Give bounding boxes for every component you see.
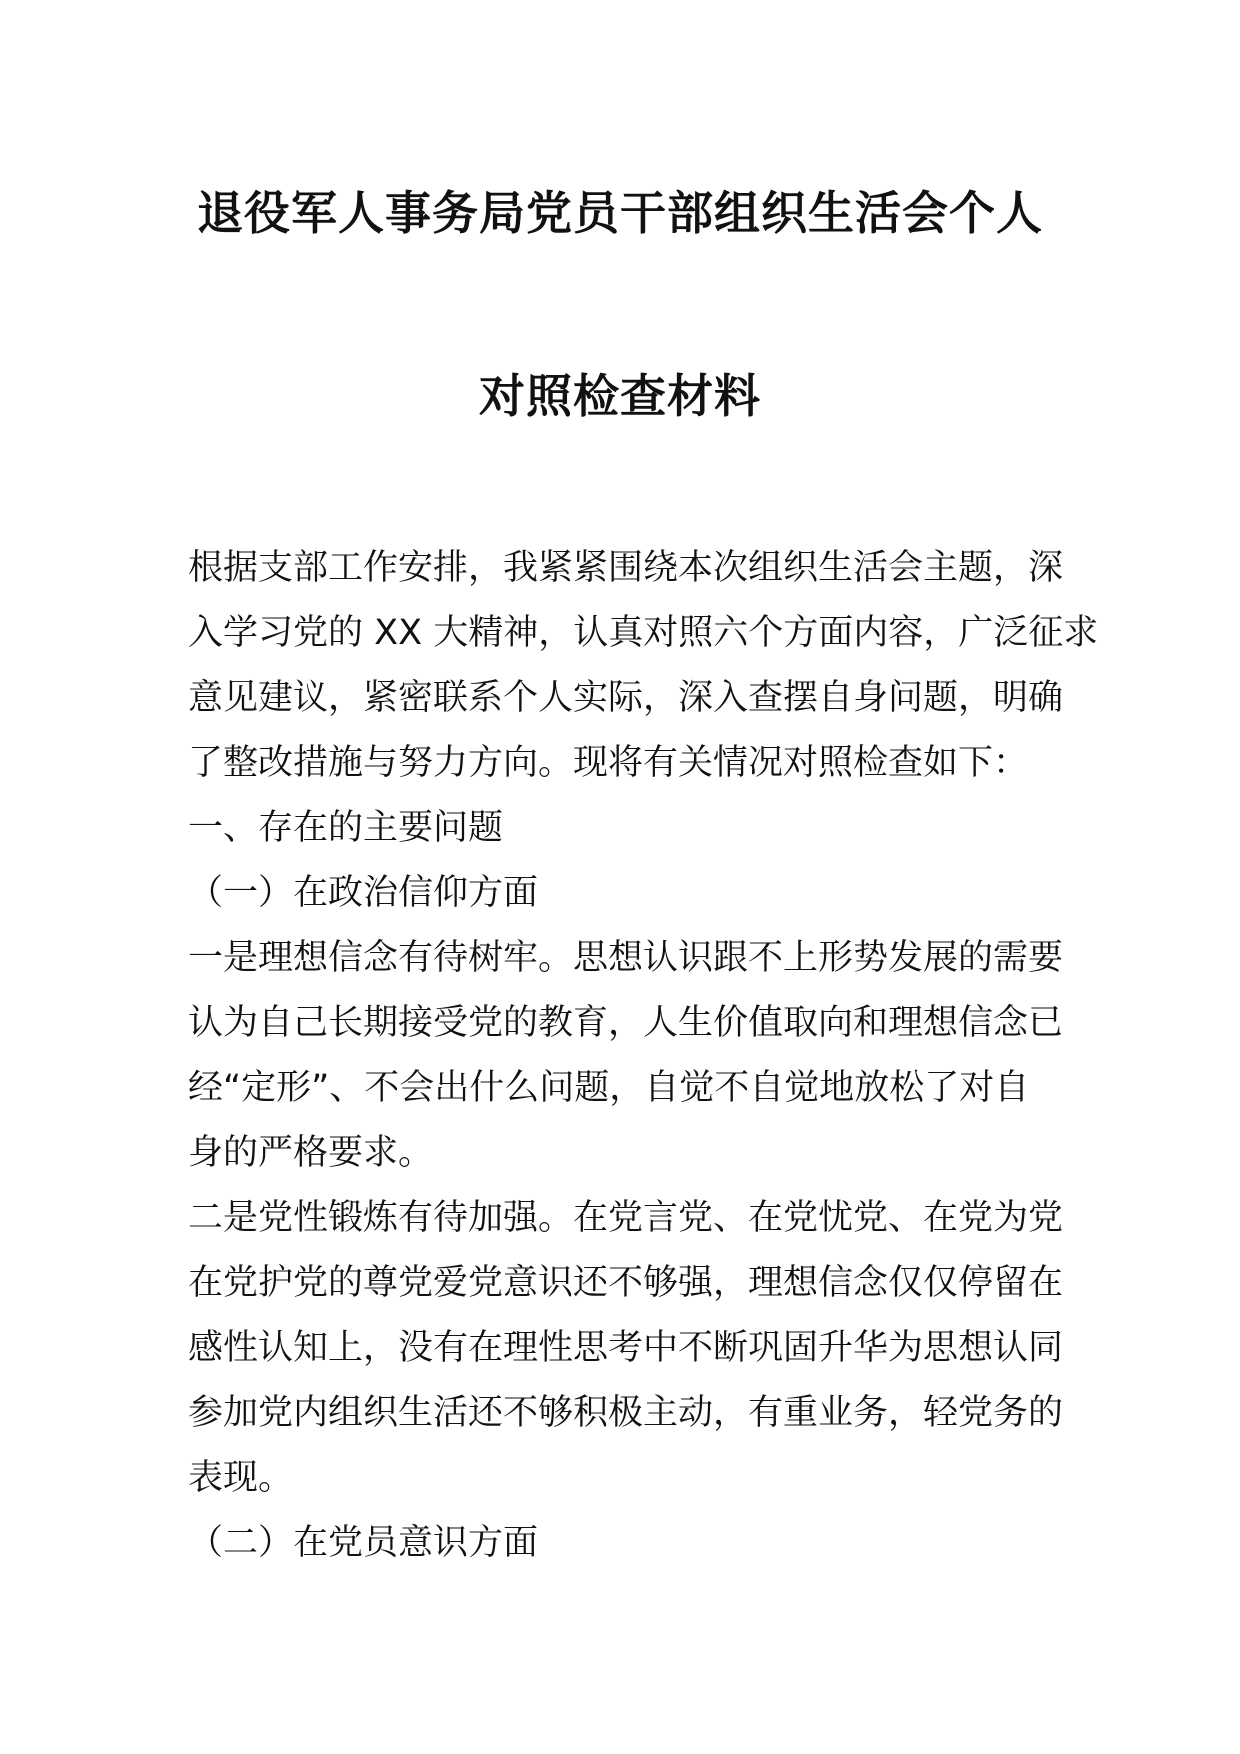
body-line: 一是理想信念有待树牢。思想认识跟不上形势发展的需要 — [188, 938, 1064, 978]
body-line: 根据支部工作安排，我紧紧围绕本次组织生活会主题，深 — [188, 548, 1064, 588]
section-heading: 一、存在的主要问题 — [188, 808, 504, 848]
body-line: 了整改措施与努力方向。现将有关情况对照检查如下： — [188, 743, 1029, 783]
body-line: 参加党内组织生活还不够积极主动，有重业务，轻党务的 — [188, 1393, 1064, 1433]
body-line: 感性认知上，没有在理性思考中不断巩固升华为思想认同 — [188, 1328, 1064, 1368]
subsection-heading: （一）在政治信仰方面 — [188, 873, 539, 913]
body-line: 在党护党的尊党爱党意识还不够强，理想信念仅仅停留在 — [188, 1263, 1064, 1303]
body-line: 身的严格要求。 — [188, 1133, 434, 1173]
body-line: 入学习党的 XX 大精神，认真对照六个方面内容，广泛征求 — [188, 613, 1099, 653]
body-line: 意见建议，紧密联系个人实际，深入查摆自身问题，明确 — [188, 678, 1064, 718]
subsection-heading: （二）在党员意识方面 — [188, 1523, 539, 1563]
body-line: 表现。 — [188, 1458, 294, 1498]
document-title-line-2: 对照检查材料 — [479, 369, 761, 423]
document-title-line-1: 退役军人事务局党员干部组织生活会个人 — [197, 186, 1043, 240]
body-line: 经“定形”、不会出什么问题，自觉不自觉地放松了对自 — [188, 1068, 1030, 1108]
body-line: 认为自己长期接受党的教育，人生价值取向和理想信念已 — [188, 1003, 1064, 1043]
body-line: 二是党性锻炼有待加强。在党言党、在党忧党、在党为党 — [188, 1198, 1064, 1238]
